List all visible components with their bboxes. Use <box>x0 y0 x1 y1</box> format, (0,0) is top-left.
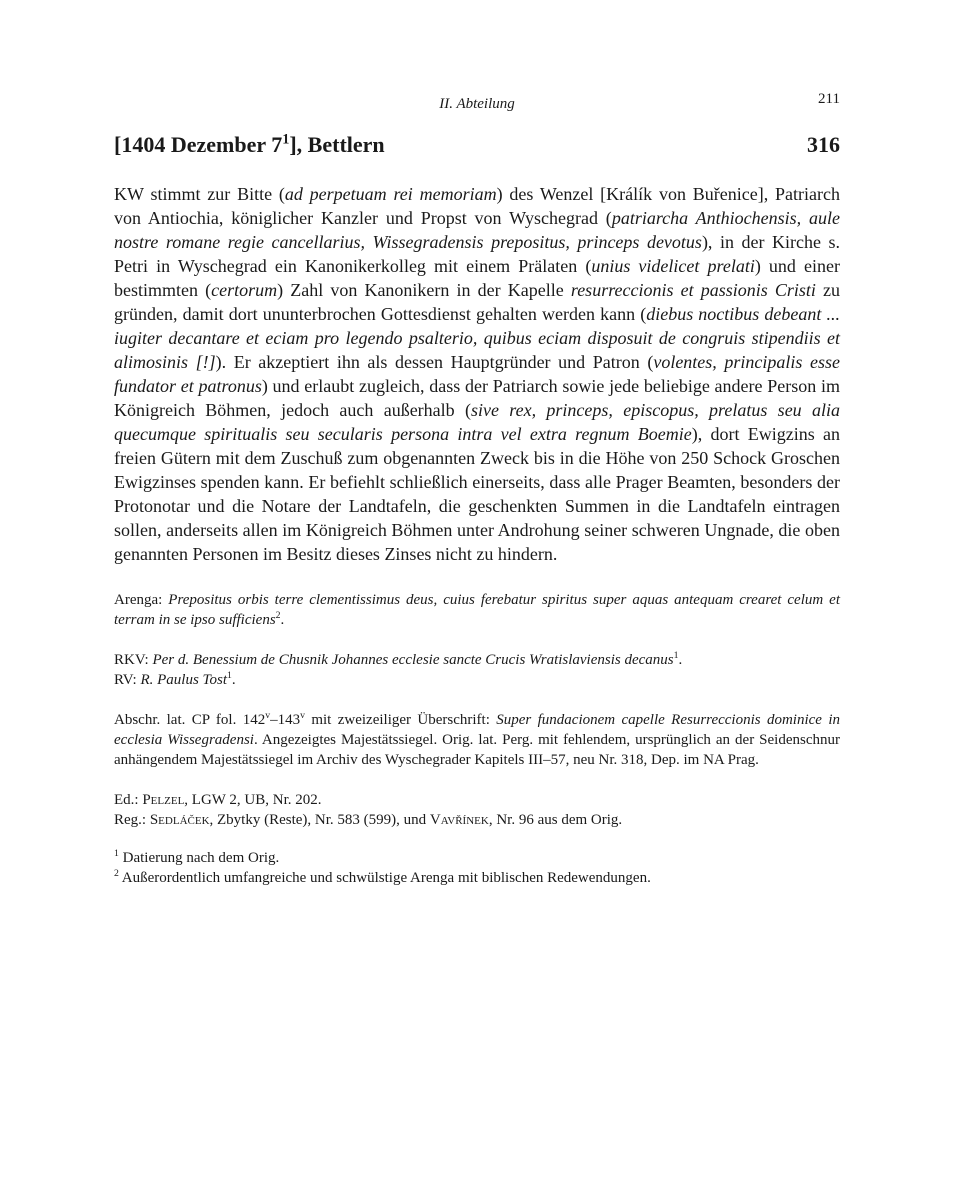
entry-date-place: [1404 Dezember $7^1$], Bettlern <box>114 131 385 157</box>
edition-note: Ed.: Pelzel, LGW 2, UB, Nr. 202. <box>114 792 322 808</box>
footnote-number: 1 <box>114 848 119 859</box>
footnote-ref: 1 <box>282 131 290 148</box>
regest-text-run: sive rex, princeps, episcopus, prelatus seu alia quecumque spiritualis seu secularis persona intra vel extra regnum Boemie <box>114 400 841 444</box>
regest-text-run: resurreccionis et passionis Cristi <box>570 280 816 300</box>
document-page <box>114 88 840 888</box>
regest-text-run: diebus noctibus debeant ... iugiter decantare et eciam pro legendo psalterio, quibus eciam disposuit de congruis stipendiis et alimosinis [!] <box>114 304 840 372</box>
bibliography <box>114 790 840 830</box>
transmission-text-run: Abschr. lat. CP fol. 142 <box>114 712 266 728</box>
regest-note-run: Reg.: <box>114 812 150 828</box>
regest-text-run: ) des Wenzel [Králík von Buřenice], Patriarch von Antiochia, königlicher Kanzler und Propst von Wyschegrad ( <box>114 184 841 228</box>
arenga-text: Prepositus orbis terre clementissimus deus, cuius ferebatur spiritus super aquas antequam crearet celum et terram in se ipso sufficiens <box>114 592 840 628</box>
regest-note <box>114 810 840 830</box>
page-number: 211 <box>818 91 840 107</box>
footnote-text: Datierung nach dem Orig. <box>118 850 280 866</box>
footnote <box>114 868 840 888</box>
regest-text-run: ad perpetuam rei memoriam <box>284 184 497 204</box>
regest-text-run: ), in der Kirche s. Petri in Wyschegrad ein Kanonikerkolleg mit einem Prälaten ( <box>114 232 840 276</box>
footnote-number: 2 <box>114 868 119 879</box>
footnote <box>114 848 840 868</box>
transmission-text-run: . Angezeigtes Majestätssiegel. Orig. lat. Perg. mit fehlendem, ursprünglich an der Seidenschnur anhängendem Majestätssiegel im Archiv des Wyschegrader Kapitels III–57, neu Nr. 318, Dep. im NA Prag. <box>114 732 840 768</box>
footnotes <box>114 848 840 888</box>
regest-text-run: certorum <box>211 280 278 300</box>
regest-note-run: , Nr. 96 aus dem Orig. <box>488 812 623 828</box>
regest-note-run: Vavřínek <box>429 812 489 828</box>
regest-text-run: ) und einer bestimmten ( <box>114 256 841 300</box>
regest-text-run: zu gründen, damit dort ununterbrochen Gottesdienst gehalten werden kann ( <box>114 280 840 324</box>
regest-text-run: KW stimmt zur Bitte ( <box>114 184 285 204</box>
regest-text-run: ) Zahl von Kanonikern in der Kapelle <box>277 280 571 300</box>
transmission-text-run: v <box>300 710 305 721</box>
regest-text-run: unius videlicet prelati <box>591 256 755 276</box>
regest-note-run: Sedláček <box>149 812 210 828</box>
regest-text-run: ) und erlaubt zugleich, dass der Patriarch sowie jede beliebige andere Person im Königreich Böhmen, jedoch auch außerhalb ( <box>114 376 841 420</box>
regest-text-run: ). Er akzeptiert ihn als dessen Hauptgründer und Patron ( <box>215 352 654 372</box>
regest-text-run: patriarcha Anthiochensis, aule nostre romane regie cancellarius, Wissegradensis prepositus, princeps devotus <box>114 208 841 252</box>
arenga-label: Arenga: <box>114 592 169 608</box>
footnote-ref: 1 <box>227 670 232 681</box>
transmission-text-run: Super fundacionem capelle Resurreccionis dominice in ecclesia Wissegradensi <box>114 712 841 748</box>
entry-heading <box>114 132 840 158</box>
transmission-text-run: v <box>265 710 271 721</box>
footnote-ref: 2 <box>275 610 281 621</box>
entry-number: 316 <box>807 132 840 157</box>
footnote-text: Außerordentlich umfangreiche und schwülstige Arenga mit biblischen Redewendungen. <box>118 870 651 886</box>
transmission-text-run: –143 <box>270 712 301 728</box>
transmission-text-run: mit zweizeiliger Überschrift: <box>304 712 497 728</box>
footnote-ref: 1 <box>673 650 679 661</box>
regest-text-run: volentes, principalis esse fundator et patronus <box>114 352 840 396</box>
rv-note: RV: R. Paulus Tost$^1$. <box>114 670 236 688</box>
regest-text <box>114 182 840 566</box>
running-head <box>114 88 840 116</box>
transmission-note <box>114 710 840 770</box>
regest-note-run: , Zbytky (Reste), Nr. 583 (599), und <box>209 812 430 828</box>
rkv-note: RKV: Per d. Benessium de Chusnik Johannes ecclesie sancte Crucis Wratislaviensis decanus$^1$. <box>114 650 683 668</box>
arenga: Arenga: Prepositus orbis terre clementissimus deus, cuius ferebatur spiritus super aquas antequam crearet celum et terram in se ipso sufficiens$^2$. <box>114 592 840 628</box>
regest-text-run: ), dort Ewigzins an freien Gütern mit dem Zuschuß zum obgenannten Zweck bis in die Höhe von 250 Schock Groschen Ewigzinses spenden kann. Er befiehlt schließlich einerseits, dass alle Prager Beamten, besonders der Protonotar und die Notare der Landtafeln, die geschenkten Summen in die Landtafeln eintragen sollen, anderseits allen im Königreich Böhmen unter Androhung seiner schweren Ungnade, die oben genannten Personen im Besitz dieses Zinses nicht zu hindern. <box>114 424 841 564</box>
running-title: II. Abteilung <box>439 96 515 112</box>
chancery-notes <box>114 650 840 690</box>
